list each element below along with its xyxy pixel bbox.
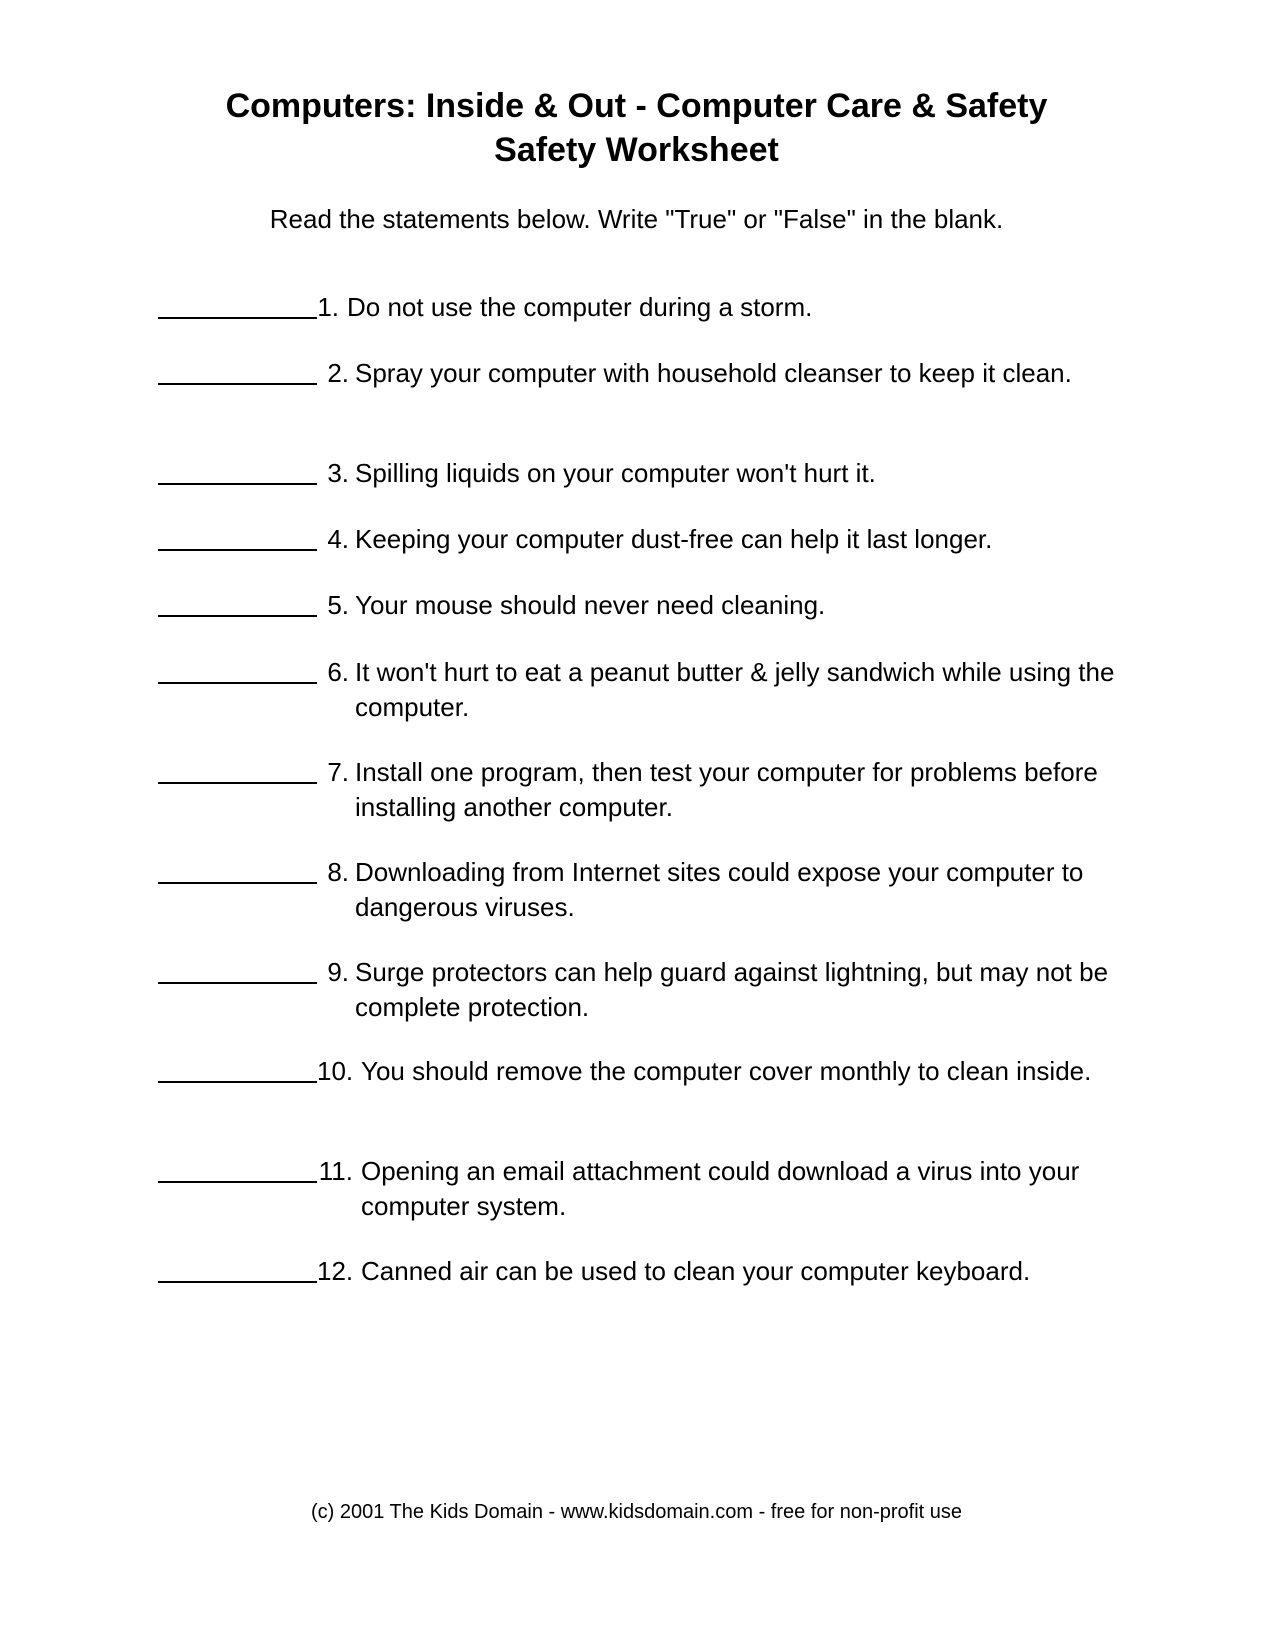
question-text: Keeping your computer dust-free can help it last longer. (355, 524, 993, 554)
question-text: Your mouse should never need cleaning. (355, 590, 826, 620)
question-text: You should remove the computer cover monthly to clean inside. (361, 1056, 1092, 1086)
answer-blank-10[interactable] (158, 1054, 317, 1083)
question-4 (158, 522, 1158, 557)
question-text: Spray your computer with household cleanser to keep it clean. (355, 358, 1072, 388)
question-7 (158, 755, 1158, 825)
answer-blank-11[interactable] (158, 1154, 317, 1183)
answer-blank-1[interactable] (158, 290, 317, 319)
question-number: 5. (327, 590, 349, 620)
question-number: 1. (317, 292, 339, 322)
question-number: 10. (317, 1056, 354, 1086)
question-text: Surge protectors can help guard against lightning, but may not be complete protection. (355, 957, 1109, 1022)
question-number: 7. (327, 757, 349, 787)
instructions: Read the statements below. Write "True" or "False" in the blank. (269, 204, 1004, 234)
answer-blank-12[interactable] (158, 1254, 317, 1283)
question-number: 2. (327, 358, 349, 388)
question-9 (158, 955, 1158, 1025)
question-text: Opening an email attachment could download a virus into your computer system. (361, 1156, 1080, 1221)
answer-blank-5[interactable] (158, 588, 317, 617)
page-title: Computers: Inside & Out - Computer Care & Safety (225, 87, 1048, 125)
question-8 (158, 855, 1158, 925)
answer-blank-2[interactable] (158, 356, 317, 385)
question-number: 11. (318, 1156, 353, 1186)
question-5 (158, 588, 1158, 623)
answer-blank-8[interactable] (158, 855, 317, 884)
question-number: 9. (327, 957, 349, 987)
answer-blank-6[interactable] (158, 655, 317, 684)
question-1 (158, 290, 1158, 325)
question-number: 12. (317, 1256, 354, 1286)
question-2 (158, 356, 1158, 391)
question-text: Do not use the computer during a storm. (347, 292, 813, 322)
question-text: Spilling liquids on your computer won't hurt it. (355, 458, 876, 488)
question-text: Install one program, then test your computer for problems before installing another computer. (355, 757, 1098, 822)
question-text: It won't hurt to eat a peanut butter & jelly sandwich while using the computer. (355, 657, 1115, 722)
page-subtitle: Safety Worksheet (494, 131, 779, 169)
question-10 (158, 1054, 1158, 1089)
question-number: 6. (327, 657, 349, 687)
question-12 (158, 1254, 1158, 1289)
question-text: Canned air can be used to clean your computer keyboard. (361, 1256, 1031, 1286)
answer-blank-7[interactable] (158, 755, 317, 784)
question-number: 3. (327, 458, 349, 488)
answer-blank-4[interactable] (158, 522, 317, 551)
answer-blank-3[interactable] (158, 456, 317, 485)
question-number: 4. (327, 524, 349, 554)
question-3 (158, 456, 1158, 491)
copyright-footer: (c) 2001 The Kids Domain - www.kidsdomain.com - free for non-profit use (310, 1501, 962, 1523)
question-11 (158, 1154, 1158, 1224)
answer-blank-9[interactable] (158, 955, 317, 984)
question-text: Downloading from Internet sites could expose your computer to dangerous viruses. (355, 857, 1084, 922)
question-number: 8. (327, 857, 349, 887)
question-6 (158, 655, 1158, 725)
